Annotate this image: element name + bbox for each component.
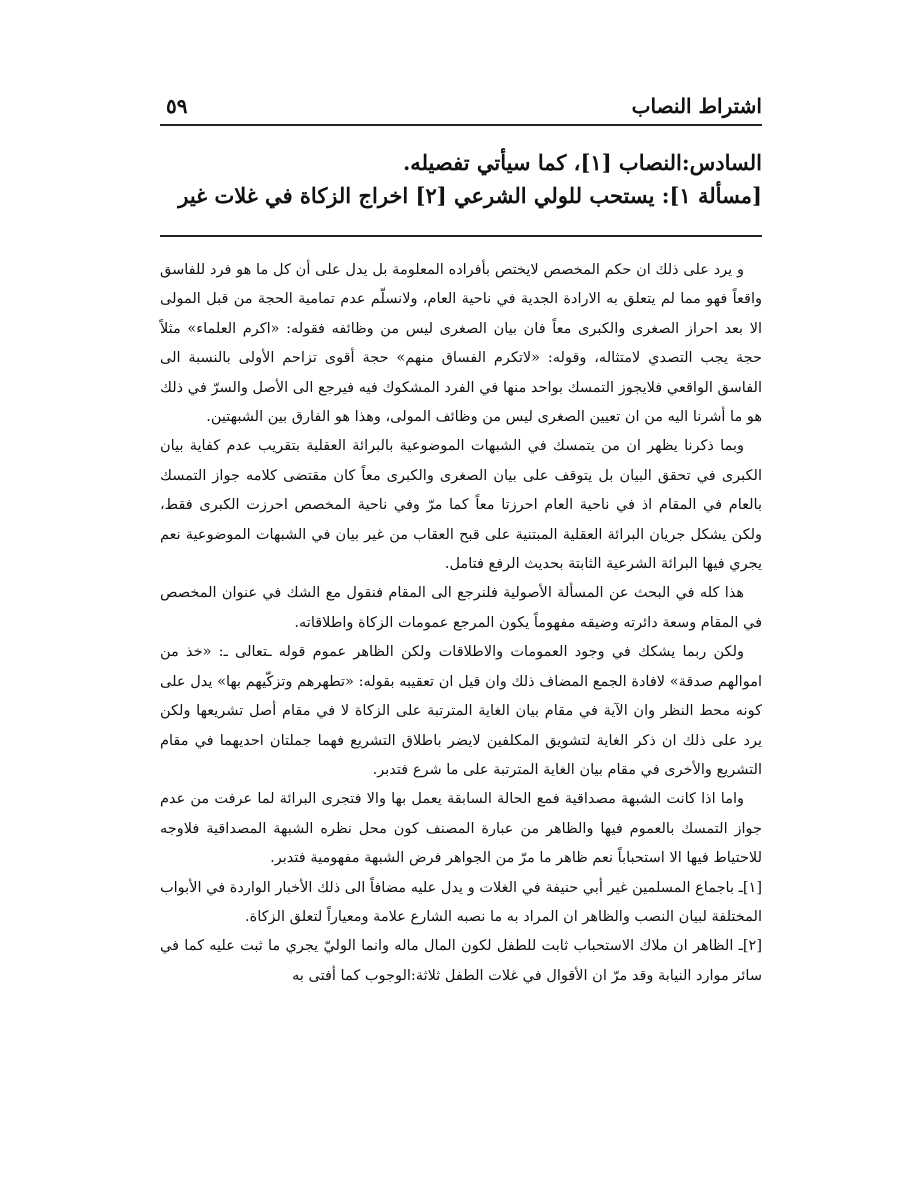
footnote-paragraph: وبما ذكرنا يظهر ان من يتمسك في الشبهات الموضوعية بالبرائة العقلية بتقريب عدم كفاية بيان الكبرى في تحقق البيان بل يتوقف على بيان الصغرى والكبرى معاً كان مقتضى كلامه جواز التمسك بالعام في المقام اذ في ناحية العام احرزتا معاً كما مرّ وفي ناحية المخصص احرزت الكبرى فقط، ولكن يشكل جريان البرائة العقلية المبتنية على قبح العقاب من غير بيان في الشبهات الموضوعية نعم يجري فيها البرائة الشرعية الثابتة بحديث الرفع فتامل.	[160, 438, 762, 573]
footnote-paragraph: و يرد على ذلك ان حكم المخصص لايختص بأفراده المعلومة بل يدل على أن كل ما هو فرد للفاسق واقعاً فهو مما لم يتعلق به الارادة الجدية في ناحية العام، ولانسلّم عدم تمامية الحجة من قبل المولى الا بعد احراز الصغرى والكبرى معاً فان بيان الصغرى ليس من وظائفه فقوله: «اكرم العلماء» مثلاً حجة يجب التصدي لامتثاله، وقوله: «لاتكرم الفساق منهم» حجة أقوى تزاحم الأولى بالنسبة الى الفاسق الواقعي فلايجوز التمسك بواحد منها في الفرد المشكوك فيه فيرجع الى الأصل والسرّ في ذلك هو ما أشرنا اليه من ان تعيين الصغرى ليس من وظائف المولى، وهذا هو الفارق بين الشبهتين.	[160, 262, 762, 426]
footnote-paragraph: هذا كله في البحث عن المسألة الأصولية فلنرجع الى المقام فنقول مع الشك في عنوان المخصص في المقام وسعة دائرته وضيقه مفهوماً يكون المرجع عمومات الزكاة واطلاقاته.	[160, 585, 762, 631]
page-number: ٥٩	[166, 94, 188, 118]
footnote-note-2: [٢]ـ الظاهر ان ملاك الاستحباب ثابت للطفل لكون المال ماله وانما الوليّ يجري ما ثبت عليه كما في سائر موارد النيابة وقد مرّ ان الأقوال في غلات الطفل ثلاثة:الوجوب كما أفتى به	[160, 938, 762, 984]
footnotes-section	[160, 256, 762, 991]
footnote-note-1: [١]ـ باجماع المسلمين غير أبي حنيفة في الغلات و يدل عليه مضافاً الى ذلك الأخبار الواردة في الأبواب المختلفة لبيان النصب والظاهر ان المراد به ما نصبه الشارع علامة ومعياراً لتعلق الزكاة.	[160, 879, 762, 925]
footnote-separator	[160, 235, 762, 237]
main-text	[160, 146, 762, 212]
footnote-paragraph: ولكن ربما يشكك في وجود العمومات والاطلاقات ولكن الظاهر عموم قوله ـتعالى ـ: «خذ من اموالهم صدقة» لافادة الجمع المضاف ذلك وان قيل ان تعقيبه بقوله: «تطهرهم وتزكّيهم بها» يدل على كونه محط النظر وان الآية في مقام بيان الغاية المترتبة على الزكاة لا في مقام أصل تشريعها ولكن يرد على ذلك ان ذكر الغاية لتشويق المكلفين لايضر باطلاق التشريع فهما جملتان احديهما في مقام التشريع والأخرى في مقام بيان الغاية المترتبة على ما شرع فتدبر.	[160, 644, 762, 778]
running-title: اشتراط النصاب	[631, 94, 762, 118]
main-line-1: السادس:النصاب [١]، كما سيأتي تفصيله.	[403, 150, 762, 175]
footnote-paragraph: واما اذا كانت الشبهة مصداقية فمع الحالة السابقة يعمل بها والا فتجرى البرائة لما عرفت من عدم جواز التمسك بالعموم فيها والظاهر من عبارة المصنف كون محل نظره الشبهة المصداقية فلاوجه للاحتياط فيها الا استحباباً نعم ظاهر ما مرّ من الجواهر فرض الشبهة مفهومية فتدبر.	[160, 791, 762, 867]
main-line-2: [مسألة ١]: يستحب للولي الشرعي [٢] اخراج الزكاة في غلات غير	[178, 183, 762, 208]
page-header	[160, 92, 762, 126]
